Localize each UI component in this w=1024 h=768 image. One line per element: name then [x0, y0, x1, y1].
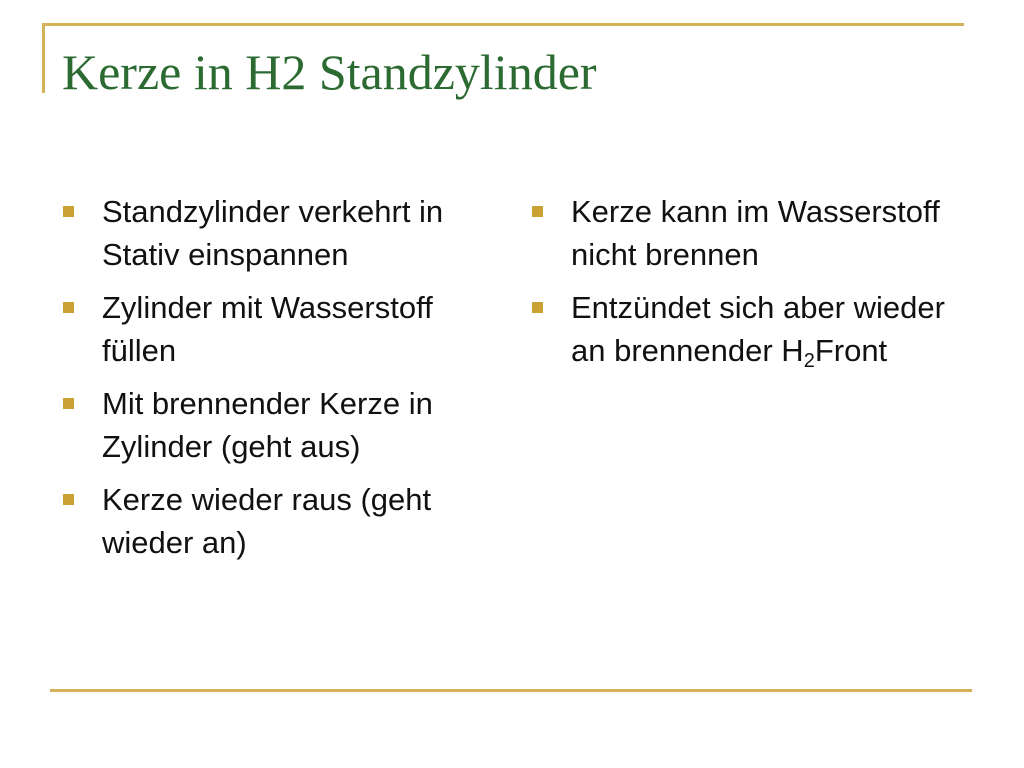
bullet-text-with-formula: [571, 286, 971, 372]
bullet-item: [531, 286, 971, 372]
bullet-item: [62, 190, 482, 276]
bullet-text: Zylinder mit Wasserstoff füllen: [102, 290, 433, 368]
bullet-item: [62, 478, 482, 564]
left-rule: [42, 23, 45, 93]
square-bullet-icon: [63, 494, 74, 505]
bottom-rule: [50, 689, 972, 692]
bullet-text: Kerze wieder raus (geht wieder an): [102, 482, 432, 560]
square-bullet-icon: [63, 206, 74, 217]
slide-title: Kerze in H2 Standzylinder: [62, 44, 597, 100]
bullet-item: [62, 286, 482, 372]
square-bullet-icon: [63, 398, 74, 409]
bullet-text: Entzündet sich aber wieder an brennender: [571, 290, 945, 368]
bullet-text: Standzylinder verkehrt in Stativ einspannen: [102, 194, 444, 272]
formula-subscript: 2: [803, 350, 815, 372]
bullet-item: [62, 382, 482, 468]
square-bullet-icon: [532, 206, 543, 217]
bullet-text: Mit brennender Kerze in Zylinder (geht aus): [102, 386, 433, 464]
left-bullet-list: [62, 190, 482, 574]
bullet-text: Kerze kann im Wasserstoff nicht brennen: [571, 194, 940, 272]
square-bullet-icon: [63, 302, 74, 313]
square-bullet-icon: [532, 302, 543, 313]
formula-word: Front: [814, 333, 888, 368]
formula-element: H: [781, 333, 804, 368]
h2-formula: [781, 333, 888, 372]
top-rule: [42, 23, 964, 26]
right-bullet-list: [531, 190, 971, 382]
bullet-item: [531, 190, 971, 276]
